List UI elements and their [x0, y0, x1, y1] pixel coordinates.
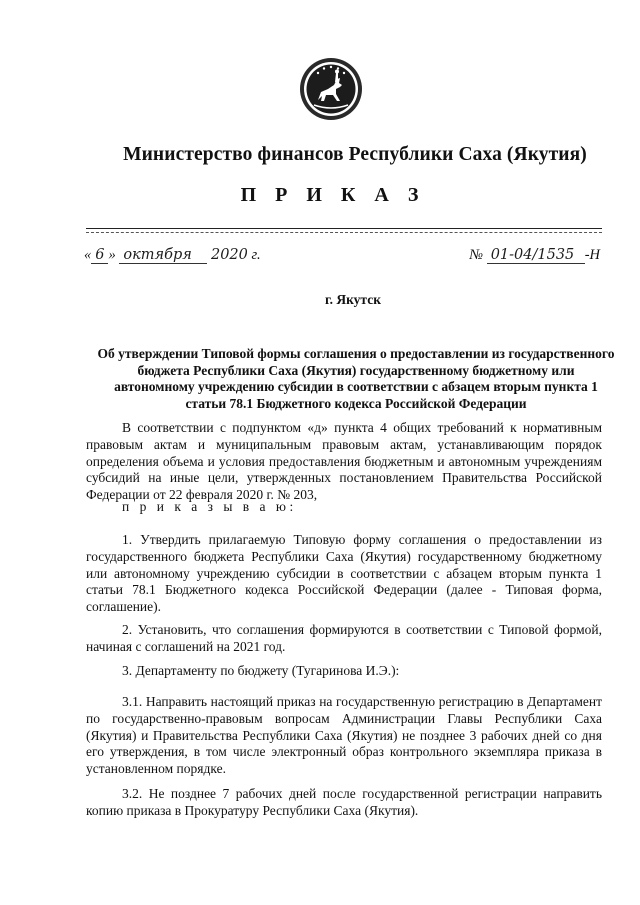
clause-3-1: 3.1. Направить настоящий приказ на государственную регистрацию в Департамент по государственно-правовым вопросам Администрации Главы Республики Саха (Якутия) и Правительства Республики Саха (Якутия) не позднее 3 рабочих дней со дня его утверждения, в том числе электронный образ контрольного экземпляра приказа в установленном порядке.	[86, 694, 602, 777]
header-divider-secondary	[86, 232, 602, 233]
date-day: 6	[91, 248, 108, 264]
document-number	[469, 247, 600, 264]
date-year-suffix: г.	[251, 247, 261, 263]
date-month: октября	[119, 248, 207, 264]
document-type-heading: П Р И К А З	[240, 184, 426, 206]
header-divider	[86, 228, 602, 229]
date-close-quote: »	[108, 247, 116, 263]
document-title: Об утверждении Типовой формы соглашения о предоставлении из государственного бюджета Республики Саха (Якутия) государственному бюджетному или автономному учреждению субсидии в соответствии с абзацем вторым пункта 1 статьи 78.1 Бюджетного кодекса Российской Федерации	[97, 346, 615, 411]
date-open-quote: «	[84, 247, 92, 263]
clause-2: 2. Установить, что соглашения формируются в соответствии с Типовой формой, начиная с соглашений на 2021 год.	[86, 622, 602, 654]
sakha-coat-of-arms-icon	[298, 56, 364, 122]
document-date	[84, 247, 261, 264]
number-suffix: -Н	[584, 247, 600, 263]
order-word: п р и к а з ы в а ю:	[122, 499, 297, 514]
city-name: г. Якутск	[324, 292, 381, 307]
clause-3: 3. Департаменту по бюджету (Тугаринова И.Э.):	[122, 663, 400, 678]
clause-3-2: 3.2. Не позднее 7 рабочих дней после государственной регистрации направить копию приказа в Прокуратуру Республики Саха (Якутия).	[86, 786, 602, 818]
number-value: 01-04/1535	[487, 248, 585, 264]
intro-paragraph: В соответствии с подпунктом «д» пункта 4 общих требований к нормативным правовым актам и муниципальным правовым актам, устанавливающим порядок определения объема и условия предоставления бюджетным и автономным учреждениям субсидий на иные цели, утвержденных постановлением Правительства Российской Федерации от 22 февраля 2020 г. № 203,	[86, 420, 602, 503]
date-year: 2020	[210, 247, 248, 263]
clause-1: 1. Утвердить прилагаемую Типовую форму соглашения о предоставлении из государственного бюджета Республики Саха (Якутия) государственному бюджетному или автономному учреждению субсидии в соответствии с абзацем вторым пункта 1 статьи 78.1 Бюджетного кодекса Российской Федерации (далее - Типовая форма, соглашение).	[86, 532, 602, 615]
ministry-name: Министерство финансов Республики Саха (Якутия)	[123, 144, 587, 165]
number-prefix: №	[469, 247, 484, 263]
